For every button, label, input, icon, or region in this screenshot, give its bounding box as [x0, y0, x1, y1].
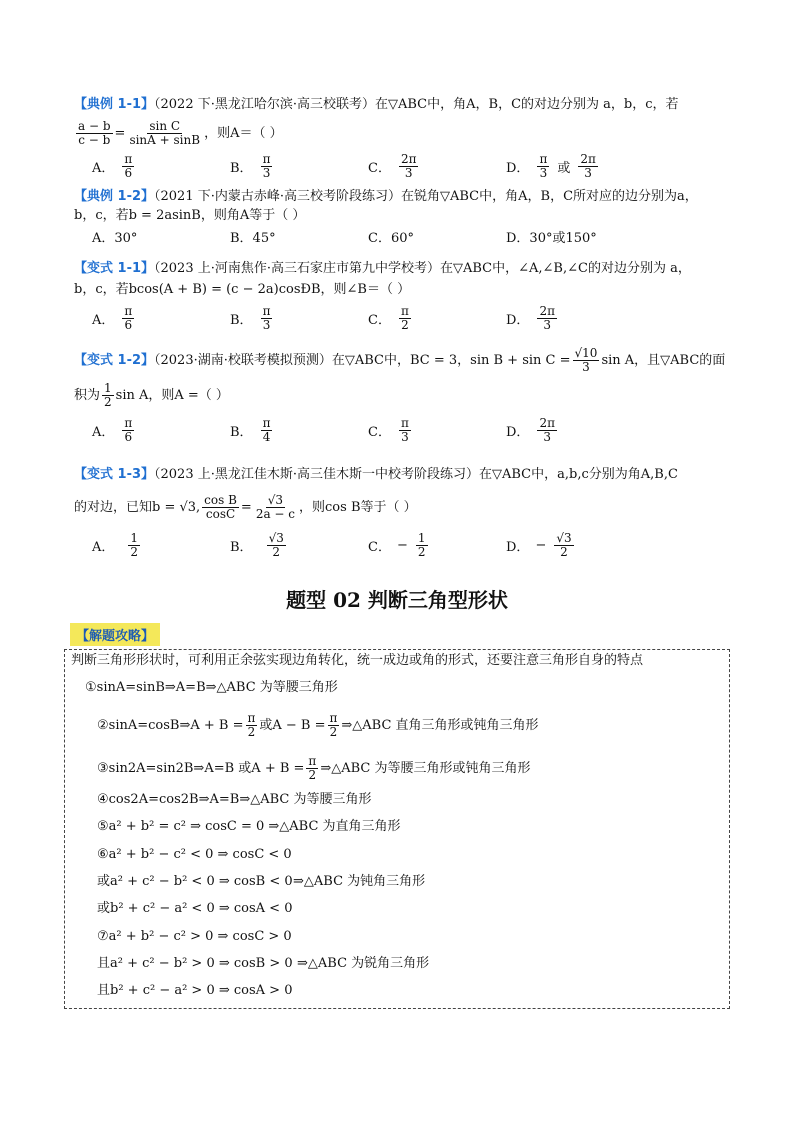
- option-b[interactable]: B．45°: [230, 231, 276, 246]
- option-label: D．: [506, 425, 530, 440]
- fraction: [122, 153, 134, 180]
- rule-2-text: ⇒△ABC 直角三角形或钝角三角形: [341, 718, 539, 733]
- fraction: [573, 347, 600, 374]
- option-label: A．: [92, 425, 115, 440]
- rule-2: [97, 712, 539, 739]
- variant-1-3-text: ，则cos B等于（ ）: [299, 500, 417, 515]
- fraction-denominator: sinA + sinB: [129, 133, 201, 147]
- fraction-denominator: 3: [582, 360, 590, 374]
- variant-1-3-text: 的对边，已知b = √3,: [74, 500, 201, 515]
- option-c[interactable]: [368, 532, 506, 559]
- fraction-numerator: 1: [417, 531, 426, 545]
- variant-1-3-line1: [74, 466, 678, 484]
- rule-3-text: ⇒△ABC 为等腰三角形或钝角三角形: [320, 761, 531, 776]
- fraction-denominator: 3: [401, 430, 409, 444]
- fraction: [399, 305, 411, 332]
- variant-1-1-text: （2023 上·河南焦作·高三石家庄市第九中学校考）在▽ABC中，∠A,∠B,∠C的对边分别为 a，: [154, 261, 691, 276]
- rule-4: ④cos2A=cos2B⇒A=B⇒△ABC 为等腰三角形: [97, 792, 372, 807]
- fraction-denominator: 2: [401, 318, 409, 332]
- fraction-numerator: cos B: [204, 493, 237, 507]
- fraction: [128, 532, 140, 559]
- option-b[interactable]: [230, 305, 368, 332]
- fraction-numerator: 2π: [539, 416, 555, 430]
- fraction: [246, 712, 258, 739]
- variant-1-2-text: 积为: [74, 388, 101, 403]
- option-a[interactable]: [92, 532, 230, 559]
- example-1-2-tag: 【典例 1-2】: [74, 189, 155, 204]
- example-1-1-options: [92, 153, 644, 180]
- variant-1-2-line1: [74, 347, 725, 374]
- fraction: [202, 494, 239, 521]
- variant-1-3-options: [92, 532, 644, 559]
- fraction-denominator: c − b: [78, 133, 111, 147]
- option-label: A．: [92, 313, 115, 328]
- fraction-denominator: 2: [329, 725, 338, 739]
- fraction-numerator: sin C: [149, 119, 181, 133]
- option-a[interactable]: [92, 153, 230, 180]
- fraction-denominator: 3: [539, 166, 548, 180]
- fraction: [254, 494, 297, 521]
- option-c[interactable]: C．60°: [368, 231, 414, 246]
- fraction: [554, 532, 573, 559]
- option-d[interactable]: [506, 153, 644, 180]
- fraction: [261, 153, 273, 180]
- option-a[interactable]: [92, 417, 230, 444]
- fraction-numerator: π: [400, 304, 409, 318]
- fraction-denominator: cosC: [205, 507, 236, 521]
- fraction: [76, 120, 113, 147]
- fraction: [122, 417, 134, 444]
- option-label: B．: [230, 161, 253, 176]
- fraction-denominator: 2: [417, 545, 426, 559]
- example-1-2-text: （2021 下·内蒙古赤峰·高三校考阶段练习）在锐角▽ABC中，角A，B，C所对应的边分别为a，: [154, 189, 698, 204]
- option-label: C．: [368, 161, 391, 176]
- option-a[interactable]: A．30°: [92, 231, 138, 246]
- option-d[interactable]: [506, 532, 644, 559]
- option-b[interactable]: [230, 153, 368, 180]
- minus-sign: −: [535, 538, 547, 553]
- fraction: [328, 712, 340, 739]
- variant-1-1-line2: b，c，若bcos(A + B) = (c − 2a)cosÐB，则∠B＝（ ）: [74, 282, 411, 297]
- variant-1-2-options: [92, 417, 644, 444]
- fraction-numerator: √3: [268, 531, 284, 545]
- variant-1-1-tag: 【变式 1-1】: [74, 261, 155, 276]
- variant-1-1-options: [92, 305, 644, 332]
- option-d[interactable]: D．30°或150°: [506, 231, 597, 246]
- example-1-1-header: [74, 96, 679, 114]
- fraction-denominator: 2: [130, 545, 139, 559]
- option-label: A．: [92, 540, 115, 555]
- fraction-numerator: 1: [130, 531, 139, 545]
- fraction-numerator: √3: [267, 493, 284, 507]
- fraction-numerator: 2π: [580, 152, 596, 166]
- option-c[interactable]: [368, 305, 506, 332]
- option-label: A．: [92, 161, 115, 176]
- fraction-denominator: 3: [543, 430, 552, 444]
- fraction-denominator: 2: [560, 545, 568, 559]
- fraction-numerator: π: [400, 416, 409, 430]
- fraction: [122, 305, 134, 332]
- option-b[interactable]: [230, 532, 368, 559]
- question-ask: ，则A＝（ ）: [204, 126, 283, 141]
- option-d[interactable]: [506, 417, 644, 444]
- variant-1-3-text: （2023 上·黑龙江佳木斯·高三佳木斯一中校考阶段练习）在▽ABC中，a,b,c分别为角A,B,C: [154, 467, 678, 482]
- option-b[interactable]: [230, 417, 368, 444]
- fraction-denominator: 4: [262, 430, 271, 444]
- example-1-1-tag: 【典例 1-1】: [74, 97, 155, 112]
- fraction: [399, 153, 419, 180]
- rule-2-text: 或A − B =: [259, 718, 326, 733]
- equals-sign: =: [240, 500, 252, 515]
- fraction-denominator: 6: [124, 166, 133, 180]
- fraction: [578, 153, 598, 180]
- fraction: [127, 120, 202, 147]
- example-1-1-source: （2022 下·黑龙江哈尔滨·高三校联考）在▽ABC中，角A，B，C的对边分别为 a，b，c，若: [154, 97, 679, 112]
- variant-1-3-line2: [74, 494, 417, 521]
- fraction: [537, 153, 549, 180]
- rule-7c: 且b² + c² − a² > 0 ⇒ cosA > 0: [97, 983, 293, 998]
- fraction-numerator: √10: [574, 346, 598, 360]
- fraction: [267, 532, 286, 559]
- rule-7b: 且a² + c² − b² > 0 ⇒ cosB > 0: [97, 956, 293, 971]
- rule-2-text: ②sinA=cosB⇒A + B =: [97, 718, 244, 733]
- fraction-numerator: 1: [104, 381, 112, 395]
- fraction-numerator: π: [308, 754, 317, 768]
- fraction-denominator: 2: [247, 725, 256, 739]
- fraction-numerator: a − b: [78, 119, 111, 133]
- strategy-tag: 【解题攻略】: [70, 623, 160, 646]
- option-label: B．: [230, 425, 253, 440]
- fraction-numerator: √3: [556, 531, 572, 545]
- example-1-1-equation: [74, 120, 283, 147]
- rule-5: ⑤a² + b² = c² ⇒ cosC = 0 ⇒△ABC 为直角三角形: [97, 819, 401, 834]
- rule-6b: 或a² + c² − b² < 0 ⇒ cosB < 0: [97, 874, 293, 889]
- fraction-numerator: π: [262, 152, 271, 166]
- fraction-denominator: 3: [262, 318, 271, 332]
- option-a[interactable]: [92, 305, 230, 332]
- fraction: [102, 382, 114, 409]
- option-label: C．: [368, 540, 391, 555]
- rule-6c: 或b² + c² − a² < 0 ⇒ cosA < 0: [97, 901, 293, 916]
- minus-sign: −: [396, 538, 408, 553]
- rule-1: ①sinA=sinB⇒A=B⇒△ABC 为等腰三角形: [85, 680, 338, 695]
- option-d[interactable]: [506, 305, 644, 332]
- option-label: B．: [230, 313, 253, 328]
- fraction-denominator: 3: [543, 318, 552, 332]
- rule-7b-result: ⇒△ABC 为锐角三角形: [297, 956, 430, 971]
- variant-1-2-text: （2023·湖南·校联考模拟预测）在▽ABC中，BC = 3，sin B + sin C =: [154, 353, 571, 368]
- fraction-numerator: π: [124, 416, 133, 430]
- example-1-2-options: [92, 227, 644, 246]
- rule-3-text: ③sin2A=sin2B⇒A=B 或A + B =: [97, 761, 305, 776]
- strategy-box: [64, 649, 730, 1009]
- fraction-numerator: π: [124, 304, 133, 318]
- fraction-numerator: 2π: [539, 304, 555, 318]
- example-1-2-line1: [74, 188, 698, 206]
- rule-6b-result: ⇒△ABC 为钝角三角形: [293, 874, 426, 889]
- fraction: [416, 532, 428, 559]
- fraction-numerator: π: [124, 152, 133, 166]
- fraction-denominator: 6: [124, 430, 133, 444]
- fraction: [537, 305, 557, 332]
- fraction-denominator: 2: [272, 545, 281, 559]
- fraction-numerator: π: [262, 416, 271, 430]
- option-c[interactable]: [368, 417, 506, 444]
- equals-sign: =: [114, 126, 126, 141]
- example-1-2-line2: b，c，若b = 2asinB，则角A等于（ ）: [74, 208, 306, 223]
- variant-1-2-line2: [74, 382, 229, 409]
- variant-1-1-line1: [74, 260, 691, 278]
- fraction: [399, 417, 411, 444]
- fraction-denominator: 3: [584, 166, 592, 180]
- fraction-numerator: π: [539, 152, 548, 166]
- variant-1-2-tag: 【变式 1-2】: [74, 353, 155, 368]
- fraction: [306, 755, 318, 782]
- fraction-denominator: 2: [308, 768, 317, 782]
- section-title: 题型 02 判断三角型形状: [286, 588, 508, 612]
- fraction-numerator: π: [262, 304, 271, 318]
- rule-7a: ⑦a² + b² − c² > 0 ⇒ cosC > 0: [97, 929, 292, 944]
- fraction-numerator: π: [247, 711, 256, 725]
- fraction-denominator: 3: [262, 166, 271, 180]
- variant-1-2-text: sin A，则A =（ ）: [115, 388, 229, 403]
- option-label: C．: [368, 313, 391, 328]
- fraction: [261, 305, 273, 332]
- fraction-numerator: π: [329, 711, 338, 725]
- fraction-numerator: 2π: [400, 152, 417, 166]
- or-text: 或: [557, 161, 571, 176]
- option-label: D．: [506, 313, 530, 328]
- fraction: [261, 417, 273, 444]
- fraction: [537, 417, 557, 444]
- option-label: D．: [506, 540, 530, 555]
- rule-3: [97, 755, 530, 782]
- fraction-denominator: 2: [104, 395, 112, 409]
- fraction-denominator: 2a − c: [255, 507, 296, 521]
- variant-1-3-tag: 【变式 1-3】: [74, 467, 155, 482]
- variant-1-2-text: sin A，且▽ABC的面: [601, 353, 726, 368]
- fraction-denominator: 6: [124, 318, 133, 332]
- rule-6a: ⑥a² + b² − c² < 0 ⇒ cosC < 0: [97, 847, 292, 862]
- option-label: B．: [230, 540, 253, 555]
- fraction-denominator: 3: [404, 166, 413, 180]
- option-c[interactable]: [368, 153, 506, 180]
- option-label: C．: [368, 425, 391, 440]
- strategy-intro: 判断三角形形状时，可利用正余弦实现边角转化，统一成边或角的形式，还要注意三角形自身的特点: [71, 653, 644, 668]
- option-label: D．: [506, 161, 530, 176]
